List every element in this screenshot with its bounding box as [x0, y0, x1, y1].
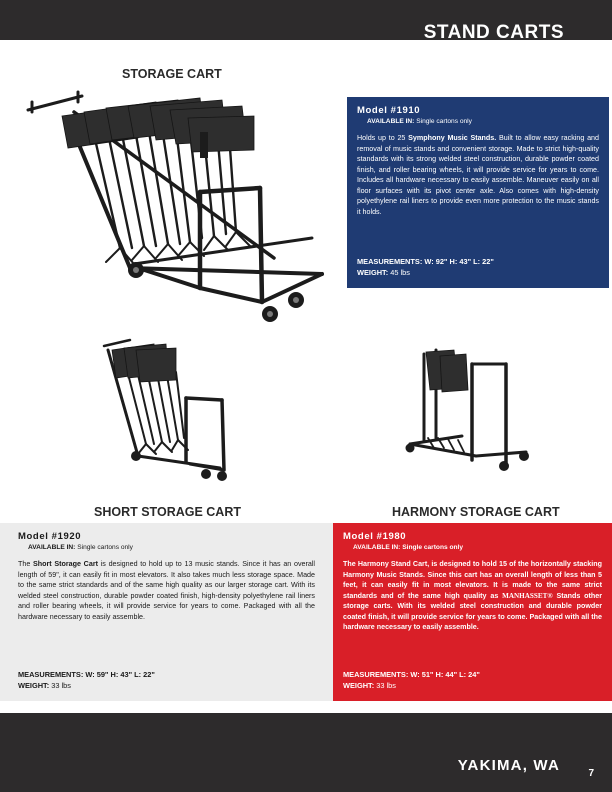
model-number: Model #1910 — [357, 105, 421, 116]
specs — [18, 669, 155, 691]
description-text: is designed to hold up to 13 music stands. Since it has an overall length of 59", it can easily fit in most elevators. It also takes much less storage space. Made to the same strict standards and of the same high quality as our larger storage cart. With its welded steel construction, durable powder coated finish, high-density polyethylene rail liners and roller bearing wheels, it will provide service for years to come. Packaged with all the hardware necessary to easily assemble. — [18, 560, 316, 621]
measurements-label: MEASUREMENTS: — [357, 257, 423, 266]
product-name: Stands — [552, 591, 581, 600]
availability — [28, 544, 323, 551]
harmony-storage-cart-title: HARMONY STORAGE CART — [392, 505, 560, 519]
description-text: The — [18, 560, 34, 568]
description-text: The — [343, 560, 358, 568]
weight-value: 33 lbs — [51, 681, 71, 690]
brand-name: MANHASSET® — [502, 591, 553, 600]
product-description — [10, 559, 323, 622]
storage-cart-photo — [22, 88, 338, 324]
product-name: Harmony Music Stands. — [343, 570, 425, 579]
description-text: Since this cart has an overall length of less than 5 feet, it can easily fit in most elevators. It is made to the same strict standards and of the same high quality as — [343, 570, 602, 600]
availability — [367, 118, 599, 125]
harmony-storage-cart-info-card — [333, 523, 612, 701]
availability-label: AVAILABLE IN: — [353, 544, 401, 551]
short-storage-cart-photo — [86, 336, 266, 486]
measurements-value: W: 51" H: 44" L: 24" — [410, 670, 480, 679]
model-number: Model #1980 — [343, 531, 407, 542]
footer-band — [0, 713, 612, 792]
page-title: STAND CARTS — [423, 22, 564, 43]
footer-location: YAKIMA, WA — [457, 757, 560, 774]
measurements-value: W: 59" H: 43" L: 22" — [85, 670, 155, 679]
product-description — [357, 133, 599, 217]
description-text: Holds up to 25 — [357, 134, 409, 142]
weight-label: WEIGHT: — [18, 681, 50, 690]
header-band — [0, 0, 612, 43]
storage-cart-info-card — [347, 97, 609, 288]
product-description — [343, 559, 602, 633]
availability-value: Single cartons only — [402, 544, 464, 551]
harmony-storage-cart-photo — [396, 344, 536, 484]
storage-cart-title: STORAGE CART — [122, 67, 222, 81]
description-text: Built to allow easy racking and removal of music stands and convenient storage. Made to strict high-quality standards with its strong welded steel construction, durable powder coated finish, and roller bearing wheels, it will provide service for years to come. Includes all hardware necessary to easily assemble. Maneuver easily on all floor surfaces with its pivot center axle. Also comes with high-density polyethylene rail liners to provide even more protection to the music stands it holds. — [357, 134, 599, 216]
weight-label: WEIGHT: — [343, 681, 375, 690]
page-number: 7 — [588, 768, 594, 779]
product-name: Short Storage Cart — [33, 560, 98, 568]
measurements-label: MEASUREMENTS: — [343, 670, 409, 679]
short-storage-cart-info-card — [0, 523, 333, 701]
specs — [357, 256, 494, 278]
availability-value: Single cartons only — [416, 118, 472, 125]
description-text: , is designed to hold 15 of the horizontally stacking — [427, 560, 602, 568]
specs — [343, 669, 480, 691]
weight-label: WEIGHT: — [357, 268, 389, 277]
product-name: Harmony Stand Cart — [357, 560, 428, 568]
weight-value: 45 lbs — [390, 268, 410, 277]
weight-value: 33 lbs — [376, 681, 396, 690]
description-text: other storage carts. With its welded steel construction and durable powder coated finish, it will provide service for years to come. Packaged with all the hardware necessary to easily assemble. — [343, 591, 602, 631]
availability-value: Single cartons only — [77, 544, 133, 551]
model-number: Model #1920 — [18, 531, 82, 542]
availability-label: AVAILABLE IN: — [28, 544, 76, 551]
product-name: Symphony Music Stands. — [408, 134, 497, 142]
measurements-value: W: 92" H: 43" L: 22" — [424, 257, 494, 266]
availability-label: AVAILABLE IN: — [367, 118, 415, 125]
measurements-label: MEASUREMENTS: — [18, 670, 84, 679]
short-storage-cart-title: SHORT STORAGE CART — [94, 505, 241, 519]
availability — [353, 544, 602, 551]
